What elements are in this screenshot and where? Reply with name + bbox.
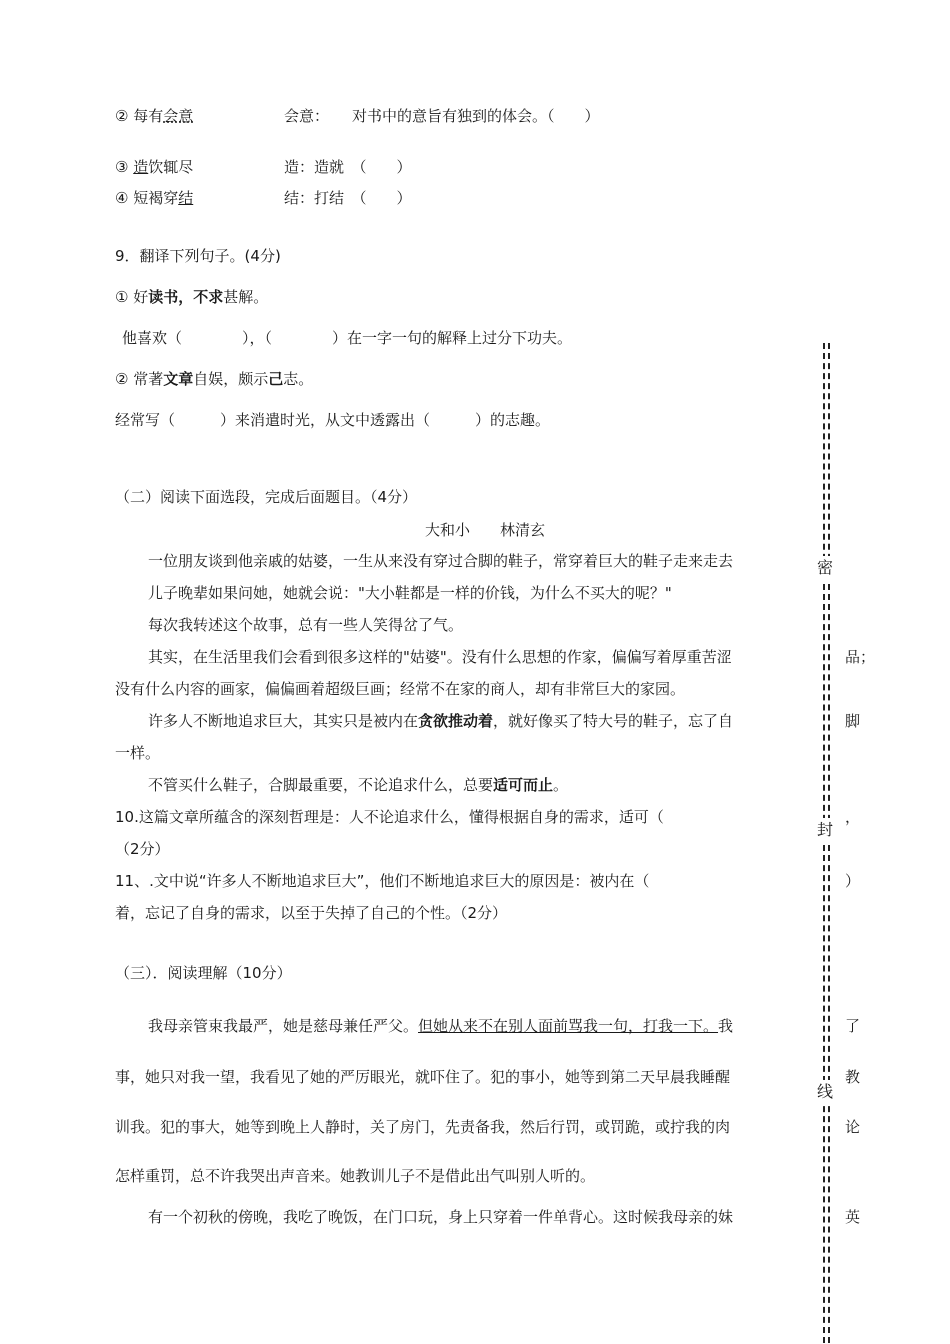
- section2-title: 大和小 林清玄: [425, 521, 546, 539]
- q9-answer-2: 经常写（ ）来消遣时光，从文中透露出（ ）的志趣。: [115, 411, 551, 429]
- q9-sentence-2: [115, 369, 313, 389]
- section2-p8-c: 。: [553, 776, 569, 794]
- section3-paragraph-5: 有一个初秋的傍晚，我吃了晚饭，在门口玩，身上只穿着一件单背心。这时候我母亲的妹: [148, 1208, 734, 1226]
- section2-p6-c: ，就好像买了特大号的鞋子，忘了自: [493, 712, 734, 730]
- section3-paragraph-5-end: 英: [845, 1208, 861, 1226]
- q8-item-2-key: 会意：: [284, 107, 330, 125]
- section3-paragraph-4: 怎样重罚，总不许我哭出声音来。她教训儿子不是借此出气叫别人听的。: [115, 1167, 596, 1185]
- section2-paragraph-4: 其实，在生活里我们会看到很多这样的"姑婆"。没有什么思想的作家，偏偏写着厚重苦涩: [148, 648, 732, 666]
- q9-s1-part-a: ① 好: [115, 288, 149, 306]
- section2-paragraph-6-end: 脚: [845, 712, 861, 730]
- section3-heading: （三）．阅读理解（10分）: [115, 964, 292, 982]
- q8-item-3: [115, 157, 193, 177]
- q8-item-2-word: 会意: [163, 107, 194, 125]
- section3-paragraph-1-end: 了: [845, 1017, 861, 1035]
- binding-mark-feng: 封: [814, 818, 836, 842]
- q9-s1-bold-a: 读书: [148, 288, 179, 306]
- section2-paragraph-1: 一位朋友谈到他亲戚的姑婆，一生从来没有穿过合脚的鞋子，常穿着巨大的鞋子走来走去: [148, 552, 734, 570]
- section2-p6-a: 许多人不断地追求巨大，其实只是被内在: [148, 712, 419, 730]
- q8-item-2: [115, 106, 193, 126]
- section3-paragraph-1: [148, 1016, 733, 1036]
- section2-p6-bold: 贪欲推动着: [418, 712, 494, 730]
- section2-paragraph-6: [148, 711, 733, 731]
- q8-item-3-rest: 饮辄尽: [148, 158, 194, 176]
- section3-p1-underlined: 但她从来不在别人面前骂我一句，打我一下。: [418, 1017, 719, 1035]
- question-10: 10.这篇文章所蕴含的深刻哲理是：人不论追求什么，懂得根据自身的需求，适可（: [115, 808, 664, 826]
- q9-s1-part-e: 甚解。: [223, 288, 269, 306]
- question-11-end: ）: [845, 872, 861, 890]
- section2-paragraph-7: 一样。: [115, 744, 161, 762]
- binding-mark-mi: 密: [814, 556, 836, 580]
- binding-gutter: [806, 340, 836, 1344]
- q9-s2-part-c: 自娱，颇示: [193, 370, 269, 388]
- q8-item-3-word: 造: [133, 158, 149, 176]
- q9-s1-bold-b: 不求: [193, 288, 224, 306]
- q8-item-4-prefix: ④ 短褐穿: [115, 189, 179, 207]
- q9-title: 9．翻译下列句子。(4分): [115, 247, 281, 265]
- section3-p1-c: 我: [718, 1017, 734, 1035]
- q9-sentence-1: [115, 287, 268, 307]
- section3-paragraph-3: 训我。犯的事大，她等到晚上人静时，关了房门，先责备我，然后行罚，或罚跪，或拧我的肉: [115, 1118, 731, 1136]
- q9-s1-comma: ，: [178, 288, 194, 306]
- section2-p8-a: 不管买什么鞋子，合脚最重要，不论追求什么，总要: [148, 776, 494, 794]
- q8-item-4-word: 结: [178, 189, 194, 207]
- section3-paragraph-3-end: 论: [845, 1118, 861, 1136]
- q8-item-3-num: ③: [115, 158, 134, 176]
- question-11-continued: 着，忘记了自身的需求，以至于失掉了自己的个性。（2分）: [115, 904, 508, 922]
- section2-heading: （二）阅读下面选段，完成后面题目。（4分）: [115, 488, 418, 506]
- question-11: 11、.文中说“许多人不断地追求巨大”，他们不断地追求巨大的原因是：被内在（: [115, 872, 650, 890]
- section2-paragraph-4-end: 品；: [845, 648, 876, 666]
- q8-item-2-definition: 对书中的意旨有独到的体会。（ ）: [352, 107, 600, 125]
- q9-s2-part-e: 志。: [283, 370, 314, 388]
- question-10-end: ，: [845, 808, 861, 826]
- binding-line-right: [828, 343, 830, 1343]
- binding-line-left: [823, 343, 825, 1343]
- question-10-score: （2分）: [115, 840, 170, 858]
- q8-item-3-definition: 造：造就 （ ）: [284, 158, 412, 176]
- q9-answer-1: 他喜欢（ ），（ ）在一字一句的解释上过分下功夫。: [122, 329, 573, 347]
- q8-item-4: [115, 188, 193, 208]
- q9-s2-bold-a: 文章: [163, 370, 194, 388]
- q8-item-4-definition: 结：打结 （ ）: [284, 189, 412, 207]
- section3-paragraph-2-end: 教: [845, 1068, 861, 1086]
- section3-p1-a: 我母亲管束我最严，她是慈母兼任严父。: [148, 1017, 419, 1035]
- q9-s2-bold-b: 己: [268, 370, 284, 388]
- section2-paragraph-3: 每次我转述这个故事，总有一些人笑得岔了气。: [148, 616, 464, 634]
- section2-paragraph-8: [148, 775, 568, 795]
- q9-s2-part-a: ② 常著: [115, 370, 164, 388]
- section2-p8-bold: 适可而止: [493, 776, 554, 794]
- section3-paragraph-2: 事，她只对我一望，我看见了她的严厉眼光，就吓住了。犯的事小，她等到第二天早晨我睡醒: [115, 1068, 731, 1086]
- binding-mark-xian: 线: [814, 1080, 836, 1104]
- q8-item-2-prefix: ② 每有: [115, 107, 164, 125]
- section2-paragraph-2: 儿子晚辈如果问她，她就会说："大小鞋都是一样的价钱，为什么不买大的呢？": [148, 584, 672, 602]
- section2-paragraph-5: 没有什么内容的画家，偏偏画着超级巨画；经常不在家的商人，却有非常巨大的家园。: [115, 680, 686, 698]
